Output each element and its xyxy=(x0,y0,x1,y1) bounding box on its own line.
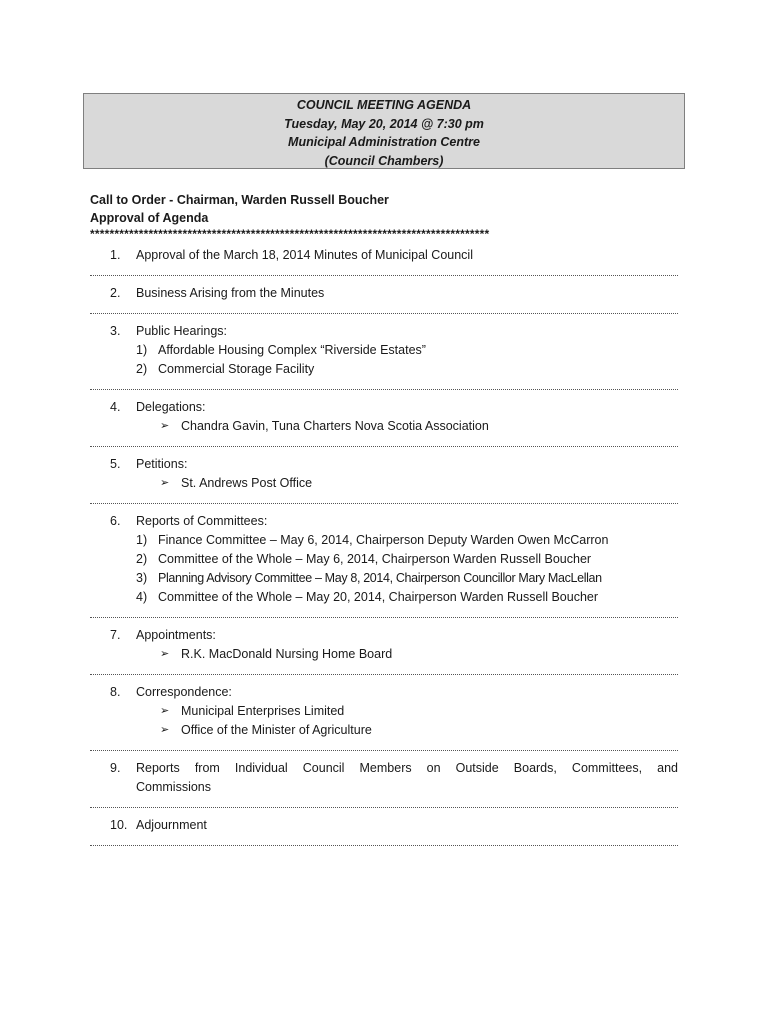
item-title: Reports from Individual Council Members on Outside Boards, Committees, and xyxy=(136,761,678,775)
sub-item-text: Planning Advisory Committee – May 8, 2014, Chairperson Councillor Mary MacLellan xyxy=(158,571,602,585)
sub-item: 4) Committee of the Whole – May 20, 2014, Chairperson Warden Russell Boucher xyxy=(90,588,678,607)
item-number: 7. xyxy=(110,628,121,642)
item-title: Appointments: xyxy=(136,628,216,642)
intro-block xyxy=(90,191,389,227)
item-title: Correspondence: xyxy=(136,685,232,699)
sub-item: 2) Commercial Storage Facility xyxy=(90,360,678,379)
item-title: Public Hearings: xyxy=(136,324,228,338)
sub-item-text: Finance Committee – May 6, 2014, Chairperson Deputy Warden Owen McCarron xyxy=(158,533,609,547)
agenda-item xyxy=(90,284,678,322)
agenda-item xyxy=(90,455,678,512)
approval-of-agenda: Approval of Agenda xyxy=(90,211,209,225)
bullet-item xyxy=(90,702,678,721)
agenda-item xyxy=(90,322,678,398)
item-number: 3. xyxy=(110,324,121,338)
sub-item-text: Committee of the Whole – May 20, 2014, Chairperson Warden Russell Boucher xyxy=(158,590,599,604)
sub-item: 2) Committee of the Whole – May 6, 2014, Chairperson Warden Russell Boucher xyxy=(90,550,678,569)
bullet-text: Municipal Enterprises Limited xyxy=(181,704,345,718)
item-number: 4. xyxy=(110,400,121,414)
agenda-title: COUNCIL MEETING AGENDA xyxy=(296,98,472,112)
bullet-item xyxy=(90,474,678,493)
meeting-room: (Council Chambers) xyxy=(324,153,444,168)
agenda-item xyxy=(90,816,678,854)
star-separator: ********************************************************************************** xyxy=(90,227,490,241)
arrow-bullet-icon: ➢ xyxy=(160,420,170,432)
sub-item: 1) Affordable Housing Complex “Riverside Estates” xyxy=(90,341,678,360)
arrow-bullet-icon: ➢ xyxy=(160,648,170,660)
bullet-text: Chandra Gavin, Tuna Charters Nova Scotia Association xyxy=(181,419,489,433)
agenda-item xyxy=(90,512,678,626)
item-number: 8. xyxy=(110,685,121,699)
dotted-separator xyxy=(90,797,678,816)
dotted-separator xyxy=(90,265,678,284)
arrow-bullet-icon: ➢ xyxy=(160,477,170,489)
item-title: Reports of Committees: xyxy=(136,514,268,528)
dotted-separator xyxy=(90,379,678,398)
agenda-item xyxy=(90,759,678,816)
item-title: Delegations: xyxy=(136,400,206,414)
item-number: 10. xyxy=(110,818,128,832)
item-title: Adjournment xyxy=(136,818,207,832)
bullet-text: R.K. MacDonald Nursing Home Board xyxy=(181,647,393,661)
dotted-separator xyxy=(90,740,678,759)
bullet-text: Office of the Minister of Agriculture xyxy=(181,723,372,737)
sub-item: 1) Finance Committee – May 6, 2014, Chairperson Deputy Warden Owen McCarron xyxy=(90,531,678,550)
agenda-item xyxy=(90,398,678,455)
agenda-header-box xyxy=(83,93,685,169)
sub-item-text: Commercial Storage Facility xyxy=(158,362,315,376)
item-title: Approval of the March 18, 2014 Minutes of Municipal Council xyxy=(136,248,473,262)
item-number: 1. xyxy=(110,248,121,262)
agenda-item xyxy=(90,246,678,284)
call-to-order: Call to Order - Chairman, Warden Russell Boucher xyxy=(90,193,389,207)
item-title: Petitions: xyxy=(136,457,188,471)
agenda-item xyxy=(90,683,678,759)
agenda-items xyxy=(90,246,678,854)
meeting-date: Tuesday, May 20, 2014 @ 7:30 pm xyxy=(284,116,484,131)
bullet-text: St. Andrews Post Office xyxy=(181,476,313,490)
item-number: 2. xyxy=(110,286,121,300)
dotted-separator xyxy=(90,835,678,854)
item-number: 6. xyxy=(110,514,121,528)
sub-item: 3) Planning Advisory Committee – May 8, 2014, Chairperson Councillor Mary MacLellan xyxy=(90,569,678,588)
arrow-bullet-icon: ➢ xyxy=(160,724,170,736)
sub-item-text: Committee of the Whole – May 6, 2014, Chairperson Warden Russell Boucher xyxy=(158,552,592,566)
dotted-separator xyxy=(90,607,678,626)
bullet-item xyxy=(90,417,678,436)
bullet-item xyxy=(90,721,678,740)
dotted-separator xyxy=(90,664,678,683)
meeting-location: Municipal Administration Centre xyxy=(288,135,480,149)
item-title: Business Arising from the Minutes xyxy=(136,286,325,300)
dotted-separator xyxy=(90,436,678,455)
bullet-item xyxy=(90,645,678,664)
agenda-item xyxy=(90,626,678,683)
arrow-bullet-icon: ➢ xyxy=(160,705,170,717)
item-number: 9. xyxy=(110,761,121,775)
dotted-separator xyxy=(90,303,678,322)
dotted-separator xyxy=(90,493,678,512)
sub-item-text: Affordable Housing Complex “Riverside Estates” xyxy=(158,343,426,357)
item-number: 5. xyxy=(110,457,121,471)
item-title-continued: Commissions xyxy=(136,780,212,794)
